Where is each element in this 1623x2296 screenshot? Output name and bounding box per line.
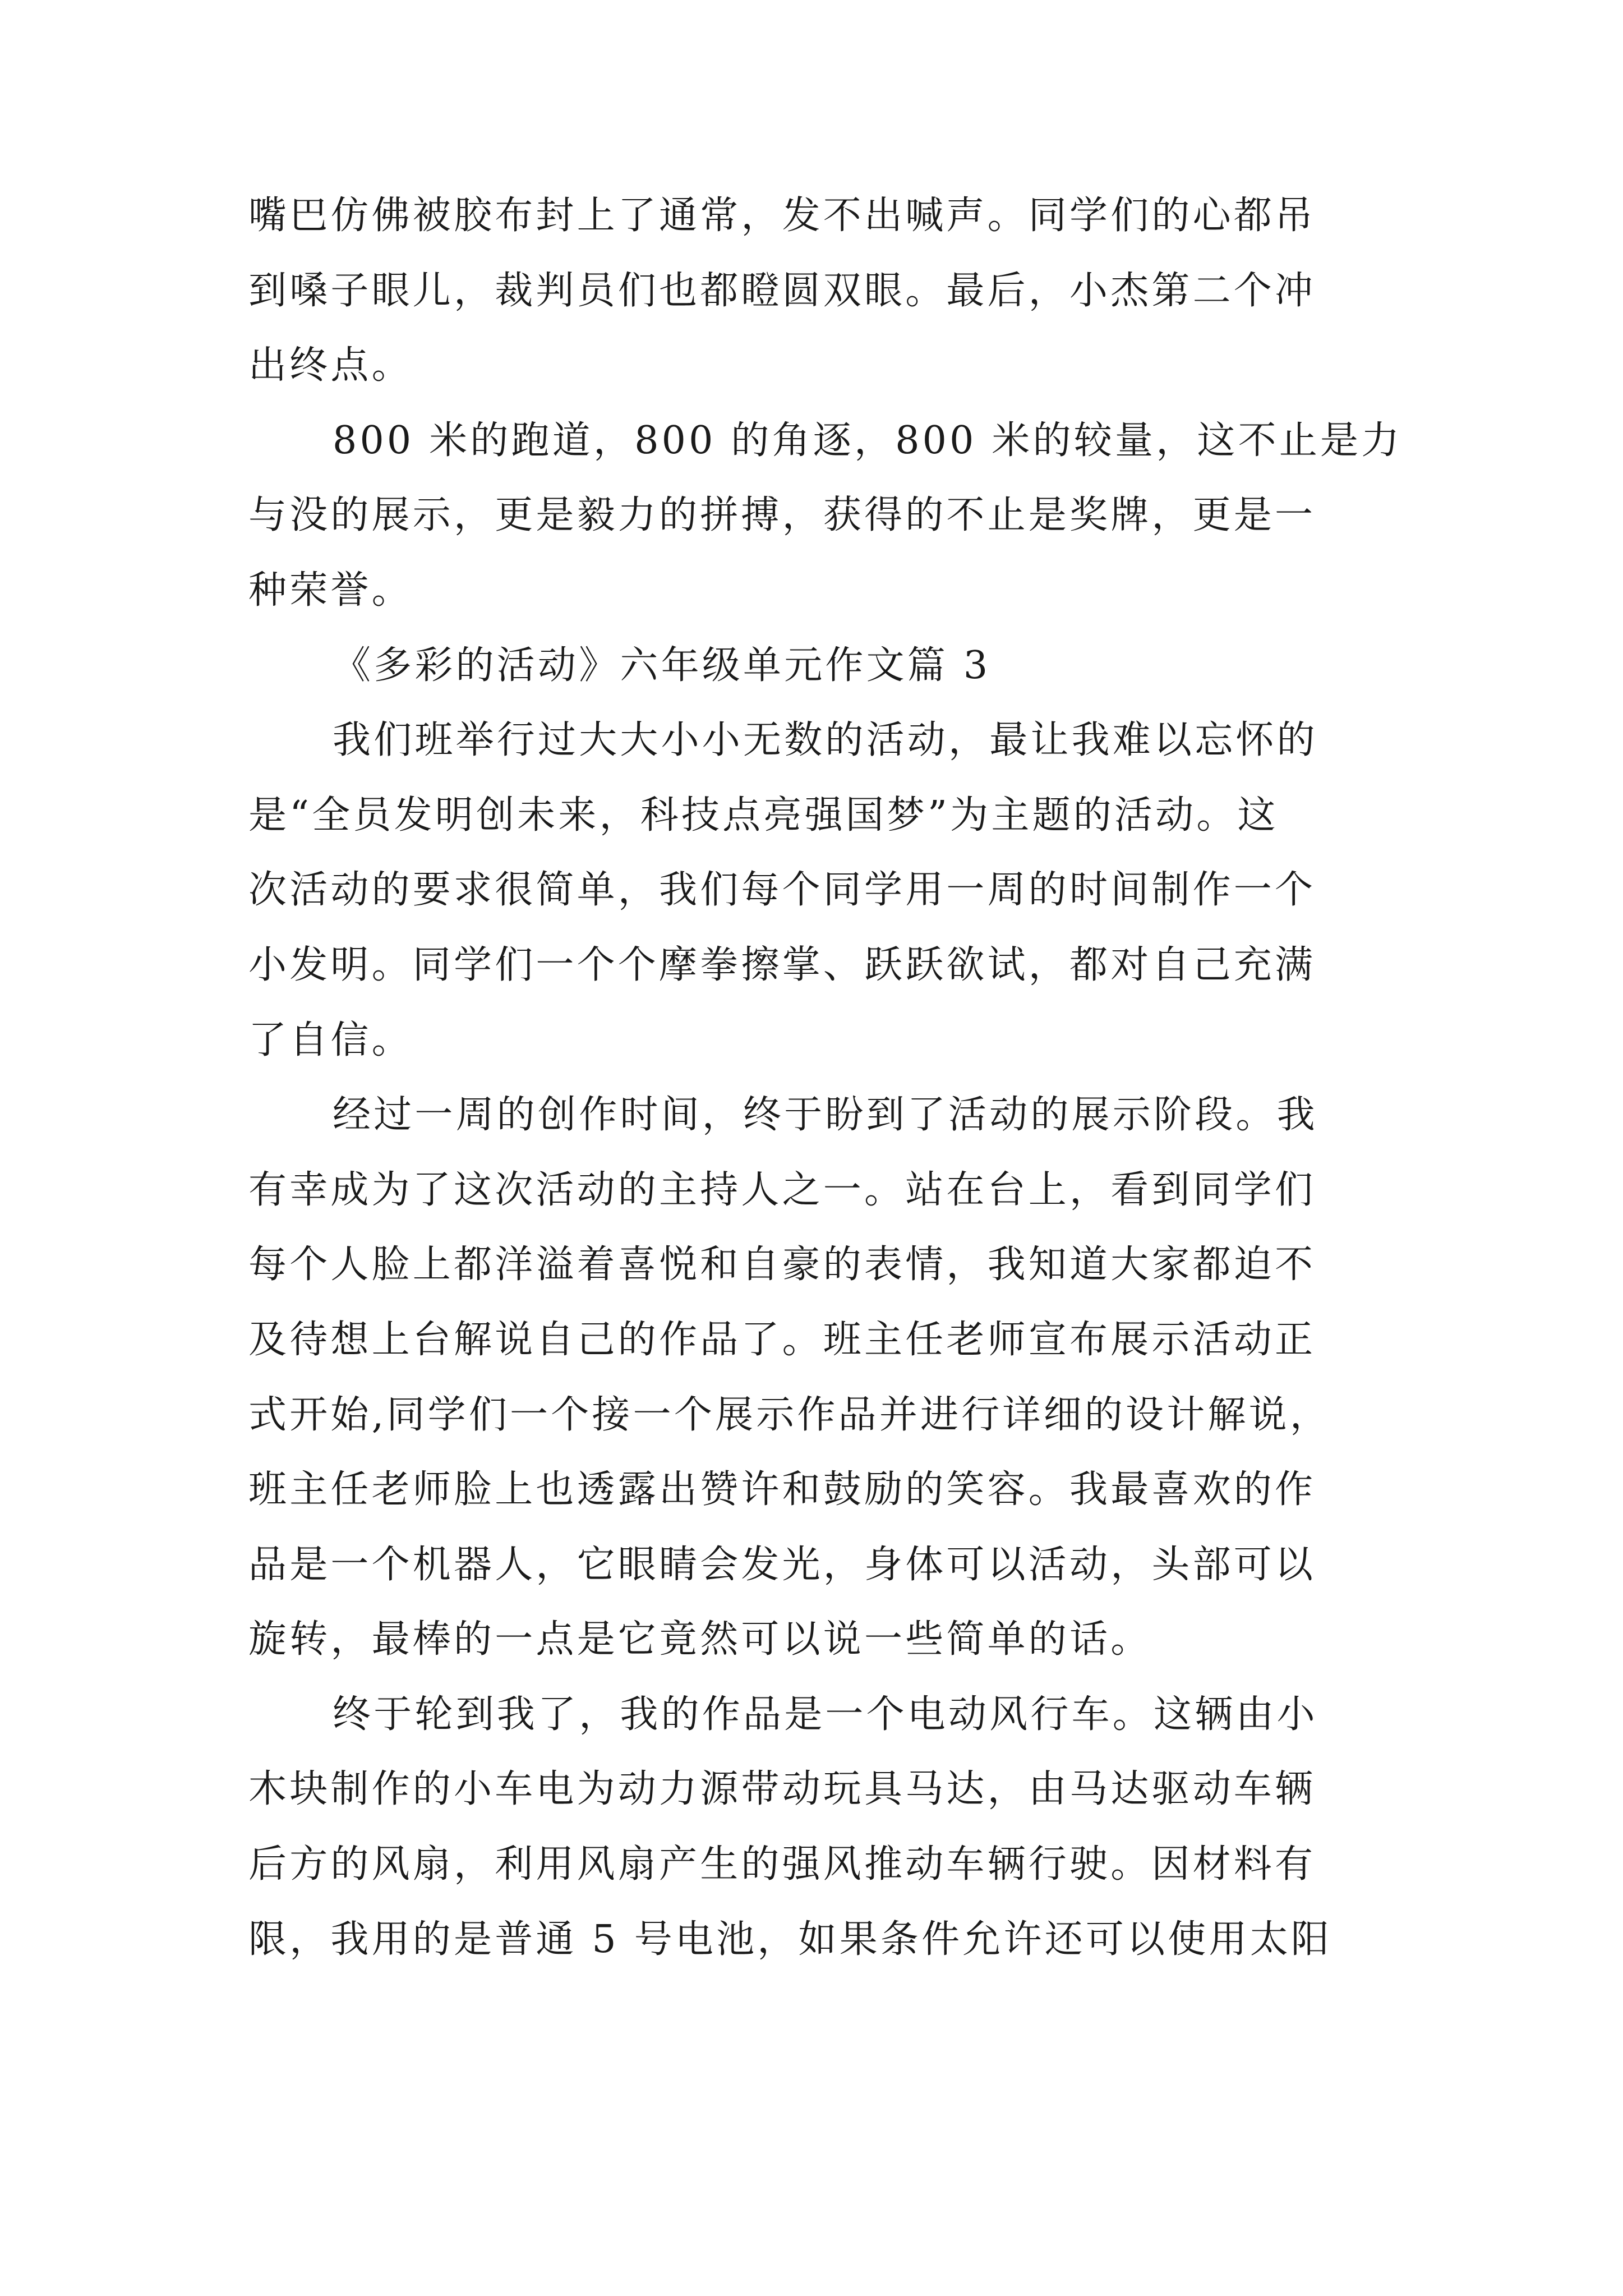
text-line: 品是一个机器人，它眼睛会发光，身体可以活动，头部可以 <box>248 1542 1316 1587</box>
text-line: 嘴巴仿佛被胶布封上了通常，发不出喊声。同学们的心都吊 <box>248 194 1316 238</box>
text-line: 种荣誉。 <box>248 568 413 613</box>
text-line: 出终点。 <box>248 343 413 388</box>
text-line: 了自信。 <box>248 1018 413 1062</box>
paragraph-start-line: 终于轮到我了，我的作品是一个电动风行车。这辆由小 <box>333 1692 1318 1737</box>
text-line: 有幸成为了这次活动的主持人之一。站在台上，看到同学们 <box>248 1167 1316 1212</box>
text-line: 次活动的要求很简单，我们每个同学用一周的时间制作一个 <box>248 868 1316 913</box>
text-line: 式开始,同学们一个接一个展示作品并进行详细的设计解说， <box>248 1392 1331 1437</box>
text-line: 后方的风扇，利用风扇产生的强风推动车辆行驶。因材料有 <box>248 1842 1316 1887</box>
paragraph-start-line: 我们班举行过大大小小无数的活动，最让我难以忘怀的 <box>333 718 1318 763</box>
text-line: 与没的展示，更是毅力的拼搏，获得的不止是奖牌，更是一 <box>248 493 1316 538</box>
text-line: 班主任老师脸上也透露出赞许和鼓励的笑容。我最喜欢的作 <box>248 1467 1316 1512</box>
text-line: 是“全员发明创未来，科技点亮强国梦”为主题的活动。这 <box>248 793 1279 838</box>
text-line: 及待想上台解说自己的作品了。班主任老师宣布展示活动正 <box>248 1317 1316 1362</box>
text-line: 每个人脸上都洋溢着喜悦和自豪的表情，我知道大家都迫不 <box>248 1243 1316 1287</box>
text-line: 小发明。同学们一个个摩拳擦掌、跃跃欲试，都对自己充满 <box>248 942 1316 987</box>
paragraph-start-line: 经过一周的创作时间，终于盼到了活动的展示阶段。我 <box>333 1093 1318 1138</box>
text-line: 到嗓子眼儿，裁判员们也都瞪圆双眼。最后，小杰第二个冲 <box>248 268 1316 313</box>
document-body <box>248 178 1403 1977</box>
text-line: 旋转，最棒的一点是它竟然可以说一些简单的话。 <box>248 1617 1152 1662</box>
text-line: 限，我用的是普通 5 号电池，如果条件允许还可以使用太阳 <box>248 1917 1332 1962</box>
text-line: 木块制作的小车电为动力源带动玩具马达，由马达驱动车辆 <box>248 1767 1316 1812</box>
paragraph-start-line: 800 米的跑道，800 的角逐，800 米的较量，这不止是力 <box>333 418 1403 463</box>
section-heading: 《多彩的活动》六年级单元作文篇 3 <box>333 643 991 688</box>
